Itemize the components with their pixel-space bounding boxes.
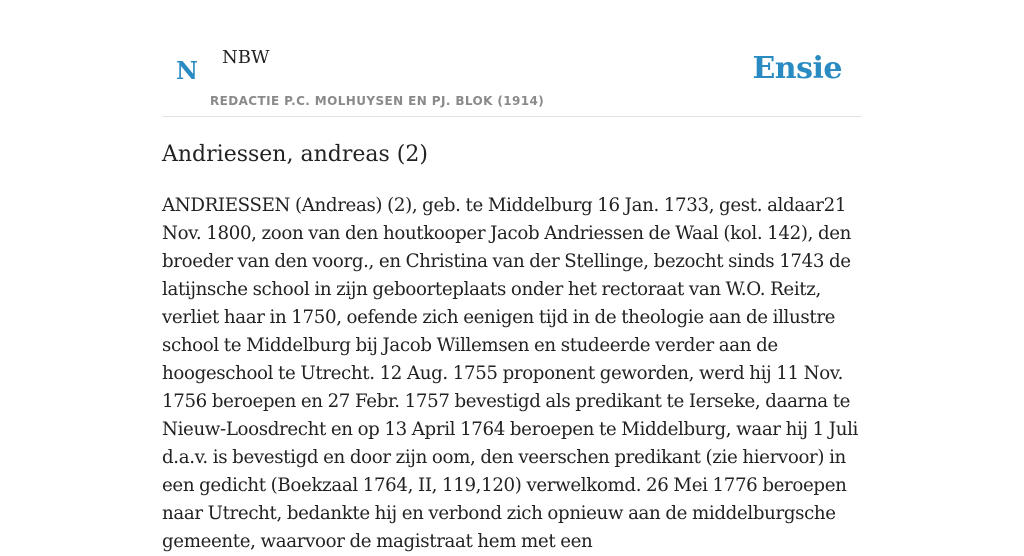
page-header <box>162 0 862 117</box>
article-body: ANDRIESSEN (Andreas) (2), geb. te Middelburg 16 Jan. 1733, gest. aldaar21 Nov. 1800, zoon van den houtkooper Jacob Andriessen de Waal (kol. 142), den broeder van den voorg., en Christina van der Stellinge, bezocht sinds 1743 de latijnsche school in zijn geboorteplaats onder het rectoraat van W.O. Reitz, verliet haar in 1750, oefende zich eenigen tijd in de theologie aan de illustre school te Middelburg bij Jacob Willemsen en studeerde verder aan de hoogeschool te Utrecht. 12 Aug. 1755 proponent geworden, werd hij 11 Nov. 1756 beroepen en 27 Febr. 1757 bevestigd als predikant te Ierseke, daarna te Nieuw-Loosdrecht en op 13 April 1764 beroepen te Middelburg, waar hij 1 Juli d.a.v. is bevestigd en door zijn oom, den veerschen predikant (zie hiervoor) in een gedicht (Boekzaal 1764, II, 119,120) verwelkomd. 26 Mei 1776 beroepen naar Utrecht, bedankte hij en verbond zich opnieuw aan de middelburgsche gemeente, waarvoor de magistraat hem met een <box>162 195 859 552</box>
article-title: Andriessen, andreas (2) <box>162 142 428 167</box>
source-subtitle: REDACTIE P.C. MOLHUYSEN EN PJ. BLOK (1914) <box>210 94 545 108</box>
source-name[interactable]: NBW <box>222 47 270 68</box>
ensie-logo[interactable]: Ensie <box>752 51 842 86</box>
source-logo[interactable]: N <box>176 56 198 85</box>
